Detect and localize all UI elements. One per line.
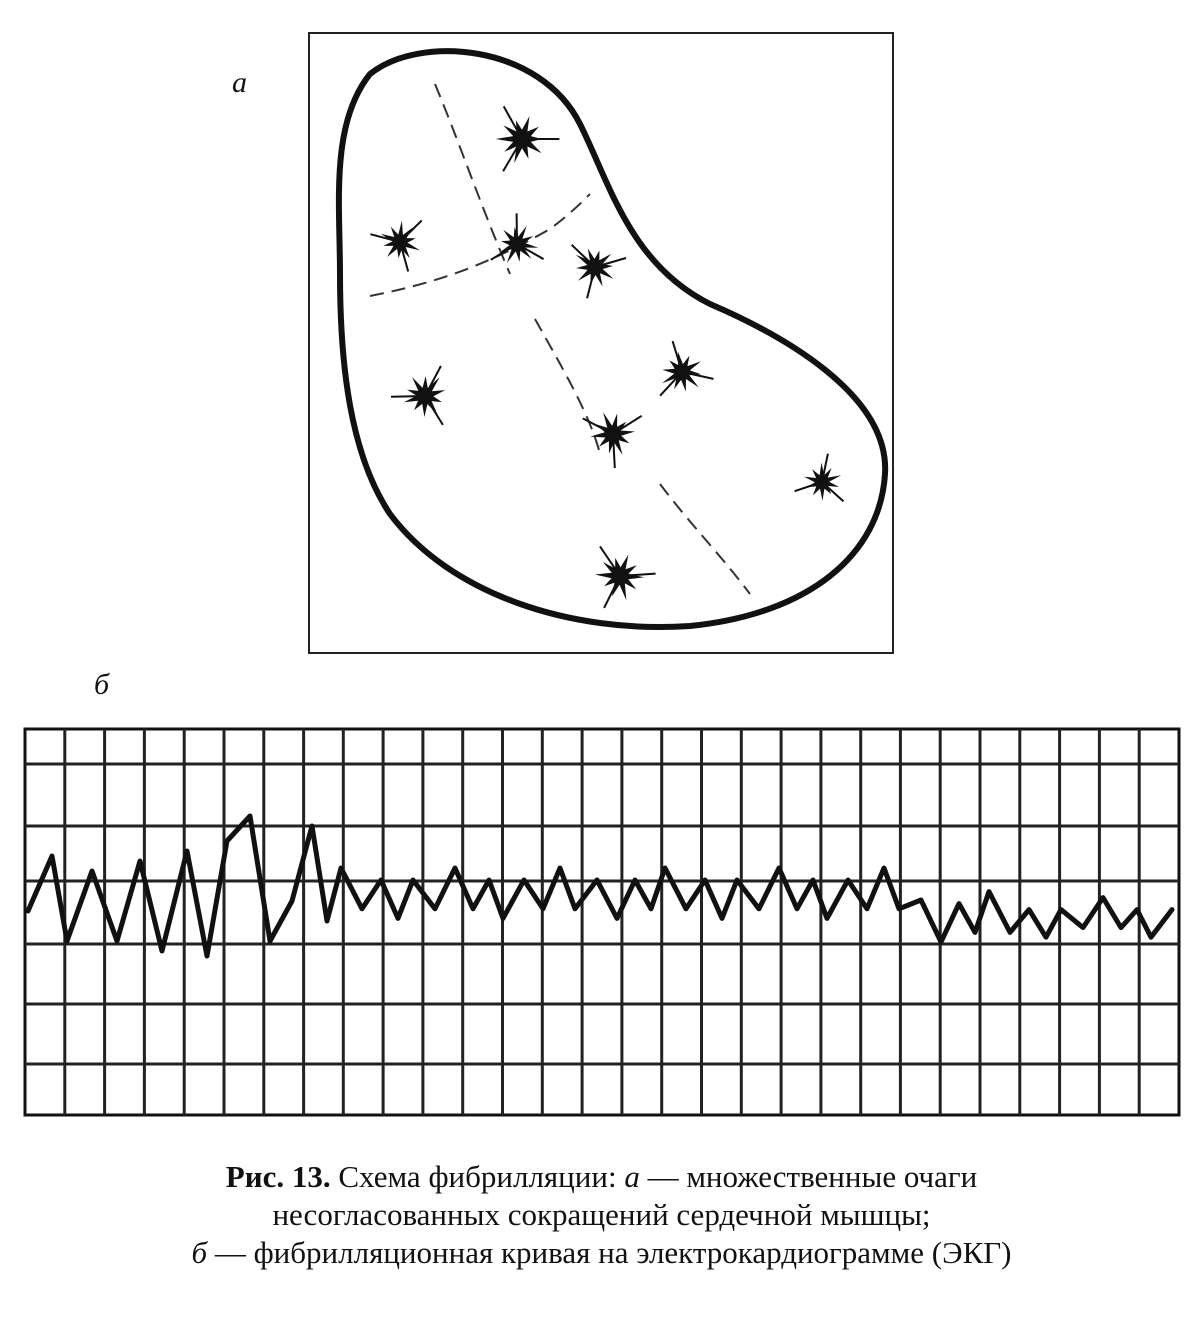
caption-line-2: несогласованных сокращений сердечной мышцы; <box>272 1197 931 1232</box>
fibrillation-focus <box>370 220 421 271</box>
figure-number: Рис. 13. <box>225 1159 331 1194</box>
fibrillation-focus <box>595 546 656 608</box>
caption-ref-a: а <box>624 1159 640 1194</box>
fibrillation-focus <box>491 213 544 263</box>
heart-muscle-outline <box>339 51 885 627</box>
caption-title: Схема фибрилляции: <box>330 1159 625 1194</box>
fibrillation-focus <box>660 341 713 396</box>
ecg-strip <box>22 726 1182 1118</box>
caption-line-3 <box>20 1234 1183 1272</box>
fibrillation-curve <box>28 816 1172 956</box>
caption-desc-a: — множественные очаги <box>639 1159 978 1194</box>
fibrillation-focus <box>572 245 626 298</box>
caption-line-1 <box>20 1158 1183 1196</box>
fibrillation-focus <box>496 106 560 171</box>
fibrillation-focus <box>795 454 844 502</box>
caption-ref-b: б <box>191 1235 208 1270</box>
caption-desc-b: — фибрилляционная кривая на электрокардиограмме (ЭКГ) <box>207 1235 1012 1270</box>
figure-caption <box>20 1158 1183 1272</box>
panel-label-b: б <box>94 668 110 701</box>
fibrillation-focus <box>583 412 642 468</box>
fiber-lines <box>370 84 750 594</box>
heart-diagram <box>310 34 892 652</box>
fibrillation-focus <box>391 366 445 425</box>
panel-label-a: а <box>232 66 247 99</box>
heart-diagram-frame <box>308 32 894 654</box>
